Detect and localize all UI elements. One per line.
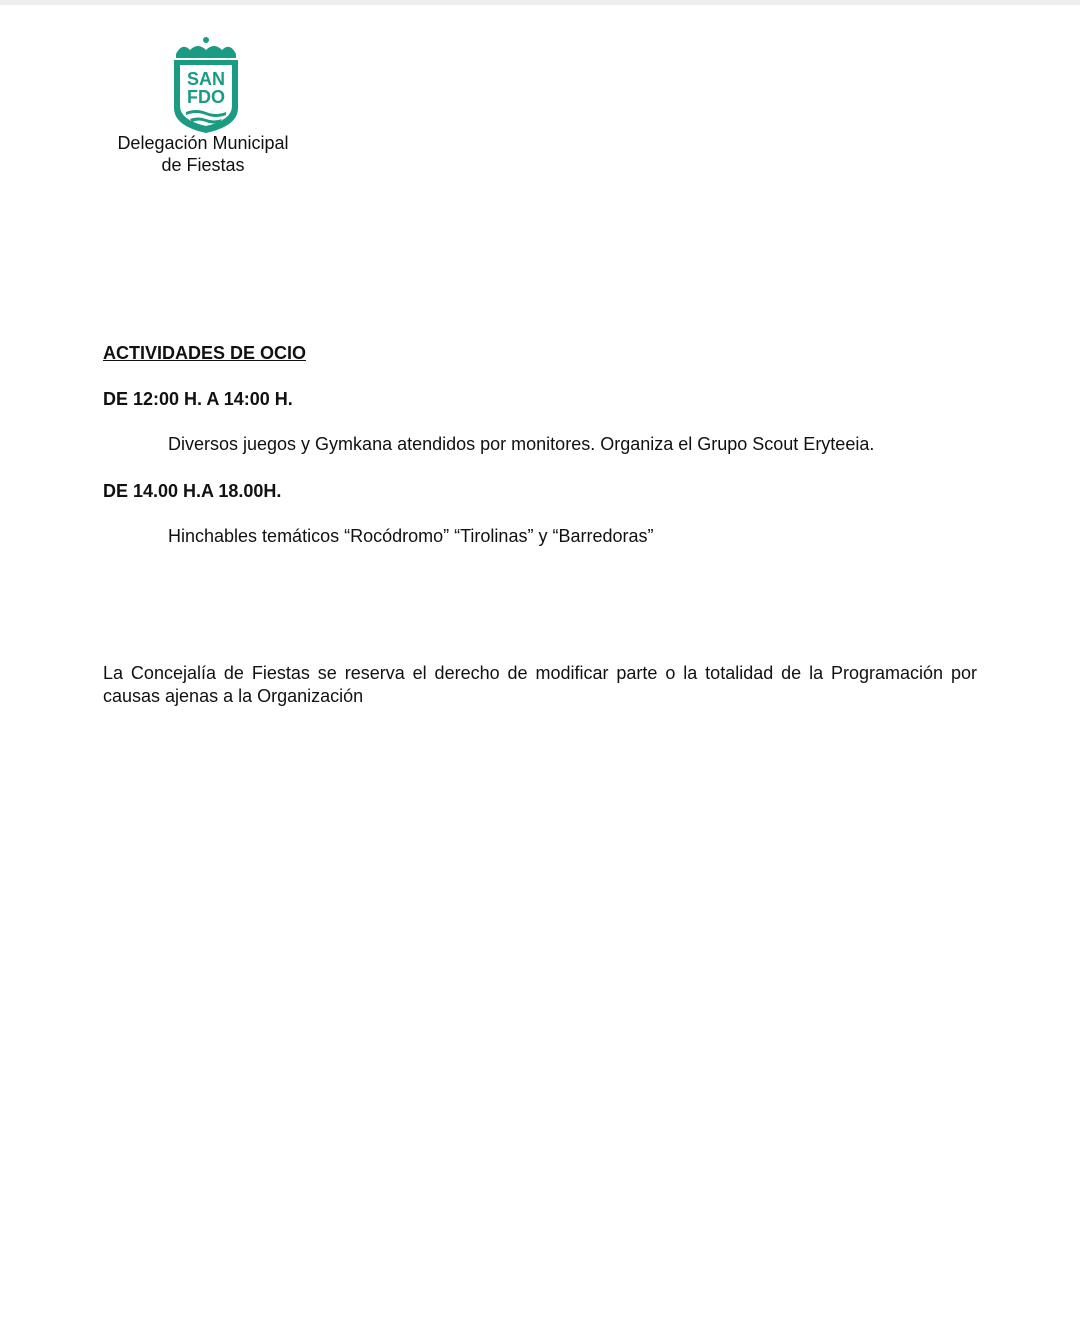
logo-text-san: SAN (186, 69, 226, 89)
activity-description-2: Hinchables temáticos “Rocódromo” “Tirolinas” y “Barredoras” (168, 526, 654, 546)
org-name-line1: Delegación Municipal (117, 133, 289, 153)
organization-name (103, 132, 303, 176)
activity-description-1: Diversos juegos y Gymkana atendidos por monitores. Organiza el Grupo Scout Eryteeia. (168, 434, 875, 454)
org-name-line2: de Fiestas (161, 155, 245, 175)
top-bar (0, 0, 1080, 5)
section-title: ACTIVIDADES DE OCIO (103, 343, 307, 363)
municipal-crest-logo (172, 36, 240, 134)
logo-text-fdo: FDO (187, 87, 225, 107)
disclaimer-text: La Concejalía de Fiestas se reserva el derecho de modificar parte o la totalidad de la Programación por causas ajenas a la Organización (103, 663, 977, 706)
time-heading-1: DE 12:00 H. A 14:00 H. (103, 389, 293, 409)
time-heading-2: DE 14.00 H.A 18.00H. (103, 481, 282, 501)
